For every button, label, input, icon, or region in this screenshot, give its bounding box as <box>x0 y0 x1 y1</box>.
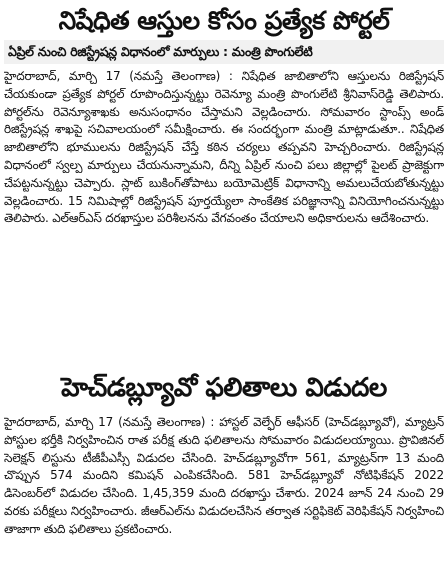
article-hwo-results <box>4 368 444 586</box>
article-body: హైదరాబాద్, మార్చి 17 (నమస్తే తెలంగాణ) : నిషేధిత జాబితాలోని ఆస్తులను రిజిస్ట్రేషన్ చేయకుండా ప్రత్యేక పోర్టల్ రూపొందిస్తున్నట్టు రెవెన్యూ మంత్రి పొంగులేటి శ్రీనివాస్‌రెడ్డి తెలిపారు. పోర్టల్‌ను రెవెన్యూశాఖకు అనుసంధానం చేస్తామని వెల్లడించారు. సోమవారం స్టాంప్స్ అండ్ రిజిస్ట్రేషన్ల శాఖపై సచివాలయంలో సమీక్షించారు. ఈ సందర్భంగా మంత్రి మాట్లాడుతూ.. నిషేధిత జాబితాలోని భూములను రిజిస్ట్రేషన్ చేస్తే కఠిన చర్యలు తప్పవని హెచ్చరించారు. రిజిస్ట్రేషన్ల విధానంలో స్వల్ప మార్పులు చేయనున్నామని, దీన్ని ఏప్రిల్ నుంచి పలు జిల్లాల్లో పైలట్ ప్రాజెక్టుగా చేపట్టనున్నట్టు చెప్పారు. స్లాట్ బుకింగ్‌తోపాటు బయోమెట్రిక్ విధానాన్ని అమలుచేయబోతున్నట్టు వెల్లడించారు. 15 నిమిషాల్లో రిజిస్ట్రేషన్ పూర్తయ్యేలా సాంకేతిక పరిజ్ఞానాన్ని వినియోగించనున్నట్టు తెలిపారు. ఎల్‌ఆర్‌ఎస్ దరఖాస్తుల పరిశీలనను వేగవంతం చేయాలని అధికారులను ఆదేశించారు. <box>4 69 444 226</box>
article-body: హైదరాబాద్, మార్చి 17 (నమస్తే తెలంగాణ) : హాస్టల్ వెల్ఫేర్ ఆఫీసర్ (హెచ్‌డబ్ల్యూవో), మ్యాట్రన్ పోస్టుల భర్తీకి నిర్వహించిన రాత పరీక్ష తుది ఫలితాలను సోమవారం విడుదలయ్యాయి. ప్రొవిజినల్ సెలెక్షన్ లిస్టును టీజీపీఎస్సీ విడుదల చేసింది. హెచ్‌డబ్ల్యూవోగా 561, మ్యాట్రన్‌గా 13 మంది చొప్పున 574 మందిని కమిషన్ ఎంపికచేసింది. 581 హెచ్‌డబ్ల్యూవో నోటిఫికేషన్ 2022 డిసెంబర్‌లో విడుదల చేసింది. 1,45,359 మంది దరఖాస్తు చేశారు. 2024 జూన్ 24 నుంచి 29 వరకు పరీక్షలు నిర్వహించారు. జీఆర్‌ఎల్‌ను విడుదలచేసిన తర్వాత సర్టిఫికెట్ వెరిఫికేషన్ నిర్వహించి తాజాగా తుది ఫలితాలు ప్రకటించారు. <box>4 415 444 536</box>
article-property-portal <box>4 2 444 357</box>
headline: హెచ్‌డబ్ల్యూవో ఫలితాలు విడుదల <box>61 373 387 403</box>
headline: నిషేధిత ఆస్తుల కోసం ప్రత్యేక పోర్టల్ <box>58 6 390 35</box>
subheadline: ఏప్రిల్ నుంచి రిజిస్ట్రేషన్ల విధానంలో మార్పులు : మంత్రి పొంగులేటి <box>4 40 444 64</box>
